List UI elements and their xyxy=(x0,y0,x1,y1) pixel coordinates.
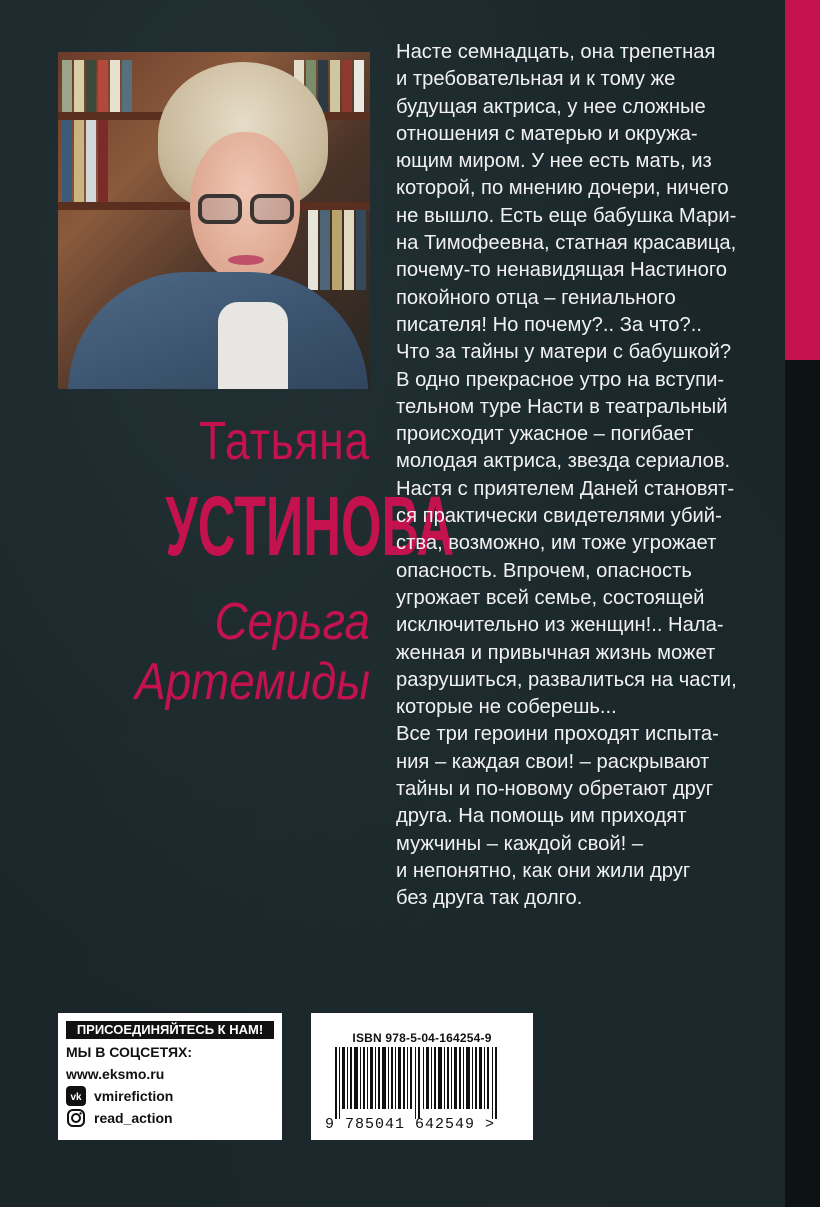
author-first-name: Татьяна xyxy=(199,411,370,471)
instagram-link[interactable] xyxy=(66,1107,274,1129)
annotation-line: угрожает всей семье, состоящей xyxy=(396,586,705,609)
annotation-line: почему-то ненавидящая Настиного xyxy=(396,259,728,282)
book-title-line-2: Артемиды xyxy=(135,653,370,711)
annotation-line: Насте семнадцать, она трепетная xyxy=(396,41,716,63)
annotation-line: писателя! Но почему?.. За что?.. xyxy=(396,313,702,336)
join-banner: ПРИСОЕДИНЯЙТЕСЬ К НАМ! xyxy=(66,1021,274,1039)
annotation-line: мужчины – каждой свой! – xyxy=(396,832,644,855)
author-last-name: УСТИНОВА xyxy=(165,479,455,573)
barcode-bars xyxy=(335,1047,515,1119)
annotation-line: исключительно из женщин!.. Нала- xyxy=(396,614,724,637)
annotation-line: ющим миром. У нее есть мать, из xyxy=(396,150,712,173)
publisher-site-link[interactable]: www.eksmo.ru xyxy=(66,1066,165,1082)
author-photo xyxy=(58,52,370,389)
social-networks-label: МЫ В СОЦСЕТЯХ: xyxy=(66,1044,193,1060)
annotation-line: тельном туре Насти в театральный xyxy=(396,395,728,418)
vk-icon xyxy=(66,1086,86,1106)
spine-dark-stripe xyxy=(785,360,820,1207)
annotation-line: опасность. Впрочем, опасность xyxy=(396,559,692,582)
isbn-label: ISBN 978-5-04-164254-9 xyxy=(352,1031,492,1045)
annotation-line: Настя с приятелем Даней становят- xyxy=(396,477,735,500)
annotation-line: тайны и по-новому обретают друг xyxy=(396,778,714,801)
annotation-line: на Тимофеевна, статная красавица, xyxy=(396,232,737,255)
book-title xyxy=(60,592,370,712)
book-title-line-1: Серьга xyxy=(214,593,370,651)
annotation-line: Что за тайны у матери с бабушкой? xyxy=(396,341,732,364)
instagram-icon xyxy=(66,1108,86,1128)
annotation-line: и требовательная и к тому же xyxy=(396,68,676,91)
barcode-digits: 9 785041 642549 > xyxy=(325,1116,496,1133)
annotation-line: В одно прекрасное утро на вступи- xyxy=(396,368,725,391)
annotation-line: ства, возможно, им тоже угрожает xyxy=(396,532,717,555)
social-box xyxy=(58,1013,282,1140)
annotation-line: покойного отца – гениального xyxy=(396,286,676,309)
annotation-line: будущая актриса, у нее сложные xyxy=(396,95,706,118)
vk-handle: vmirefiction xyxy=(94,1088,174,1104)
annotation-line: отношения с матерью и окружа- xyxy=(396,122,698,145)
instagram-handle: read_action xyxy=(94,1110,173,1126)
isbn-barcode xyxy=(311,1013,533,1140)
annotation-line: ния – каждая свои! – раскрывают xyxy=(396,750,710,773)
book-annotation xyxy=(396,39,778,913)
annotation-line: без друга так долго. xyxy=(396,887,583,910)
annotation-line: молодая актриса, звезда сериалов. xyxy=(396,450,731,473)
vk-link[interactable] xyxy=(66,1085,274,1107)
annotation-line: женная и привычная жизнь может xyxy=(396,641,716,664)
annotation-line: Все три героини проходят испыта- xyxy=(396,723,719,746)
annotation-line: которой, по мнению дочери, ничего xyxy=(396,177,729,200)
annotation-line: которые не соберешь... xyxy=(396,696,617,719)
annotation-line: ся практически свидетелями убий- xyxy=(396,505,722,528)
spine-accent-stripe xyxy=(785,0,820,360)
svg-text:vk: vk xyxy=(70,1092,82,1103)
annotation-line: не вышло. Есть еще бабушка Мари- xyxy=(396,204,737,227)
annotation-line: и непонятно, как они жили друг xyxy=(396,859,691,882)
annotation-line: происходит ужасное – погибает xyxy=(396,423,694,446)
annotation-line: разрушиться, развалиться на части, xyxy=(396,668,737,691)
annotation-line: друга. На помощь им приходят xyxy=(396,805,687,828)
